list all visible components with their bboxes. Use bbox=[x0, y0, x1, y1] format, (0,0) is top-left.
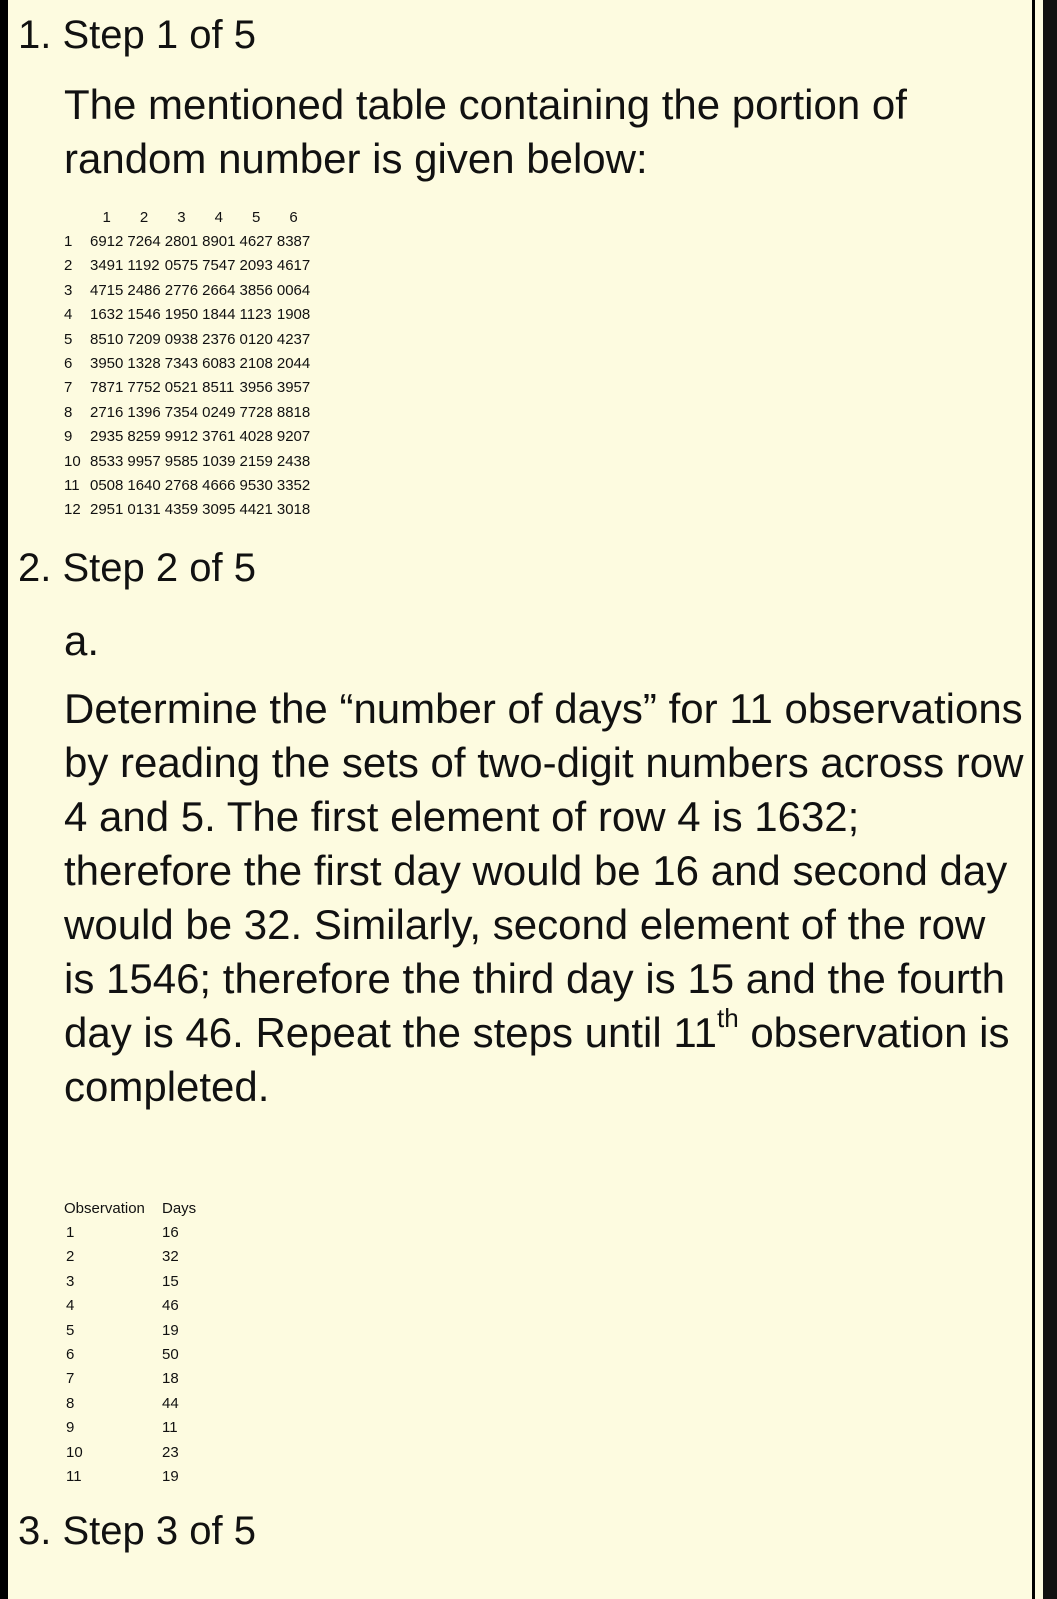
table-cell: 2044 bbox=[276, 355, 311, 373]
table-cell: 3352 bbox=[276, 476, 311, 494]
table-row bbox=[64, 1269, 202, 1293]
step2-superscript: th bbox=[716, 1003, 739, 1033]
table-row bbox=[62, 303, 312, 327]
table-row bbox=[62, 327, 312, 351]
table-cell: 2776 bbox=[164, 281, 199, 299]
table-row bbox=[62, 473, 312, 497]
observation-cell: 7 bbox=[66, 1370, 75, 1388]
table-header-row bbox=[64, 1196, 202, 1220]
observation-cell: 5 bbox=[66, 1321, 75, 1339]
table-cell: 9207 bbox=[276, 428, 311, 446]
table-cell: 3761 bbox=[202, 428, 236, 446]
table-cell: 1844 bbox=[202, 306, 236, 324]
days-cell: 23 bbox=[162, 1443, 179, 1461]
days-cell: 32 bbox=[162, 1248, 179, 1266]
table-cell: 2664 bbox=[202, 281, 236, 299]
table-cell: 1546 bbox=[127, 306, 161, 324]
table-cell: 1123 bbox=[239, 306, 272, 324]
step2-text bbox=[64, 682, 1024, 1114]
days-cell: 44 bbox=[162, 1394, 179, 1412]
table-cell: 9957 bbox=[127, 452, 161, 470]
row-label: 12 bbox=[64, 501, 81, 519]
step2-heading: 2. Step 2 of 5 bbox=[18, 546, 256, 590]
table-cell: 9530 bbox=[239, 476, 273, 494]
table-header-cell: 4 bbox=[214, 208, 223, 226]
days-cell: 19 bbox=[162, 1321, 179, 1339]
table-cell: 0249 bbox=[202, 403, 236, 421]
table-header-cell: 2 bbox=[139, 208, 149, 226]
right-border bbox=[1043, 0, 1057, 1599]
observation-cell: 4 bbox=[66, 1297, 75, 1315]
table-cell: 7752 bbox=[127, 379, 161, 397]
table-row bbox=[64, 1318, 202, 1342]
table-cell: 3856 bbox=[239, 281, 273, 299]
table-cell: 1328 bbox=[127, 355, 161, 373]
table-cell: 1908 bbox=[276, 306, 311, 324]
table-cell: 1640 bbox=[127, 476, 161, 494]
table-header-cell: Days bbox=[162, 1199, 197, 1217]
days-cell: 15 bbox=[162, 1272, 179, 1290]
table-cell: 1632 bbox=[90, 306, 124, 324]
days-cell: 50 bbox=[162, 1346, 179, 1364]
observation-cell: 9 bbox=[66, 1419, 75, 1437]
table-cell: 9585 bbox=[164, 452, 199, 470]
table-cell: 2951 bbox=[90, 501, 124, 519]
table-row bbox=[62, 498, 312, 522]
table-row bbox=[64, 1367, 202, 1391]
days-cell: 46 bbox=[162, 1297, 179, 1315]
table-cell: 2716 bbox=[90, 403, 124, 421]
table-cell: 2438 bbox=[276, 452, 311, 470]
table-cell: 3950 bbox=[90, 355, 124, 373]
observation-cell: 1 bbox=[66, 1224, 75, 1242]
days-cell: 18 bbox=[162, 1370, 179, 1388]
table-row bbox=[62, 376, 312, 400]
table-header-cell bbox=[62, 205, 88, 229]
observation-cell: 10 bbox=[66, 1443, 83, 1461]
table-cell: 6912 bbox=[90, 233, 124, 251]
table-header-cell: 5 bbox=[252, 208, 261, 226]
days-cell: 19 bbox=[162, 1467, 179, 1485]
table-cell: 7728 bbox=[239, 403, 273, 421]
table-cell: 7343 bbox=[164, 355, 199, 373]
step3-heading: 3. Step 3 of 5 bbox=[18, 1509, 256, 1553]
table-cell: 8533 bbox=[90, 452, 124, 470]
table-header-cell: 6 bbox=[289, 208, 298, 226]
observation-cell: 11 bbox=[66, 1467, 82, 1485]
step2-part-label: a. bbox=[64, 617, 100, 664]
table-cell: 2486 bbox=[127, 281, 161, 299]
table-row bbox=[62, 449, 312, 473]
table-header-row bbox=[62, 205, 312, 229]
table-header-cell: Observation bbox=[64, 1199, 145, 1217]
table-cell: 0521 bbox=[164, 379, 199, 397]
row-label: 4 bbox=[64, 306, 73, 324]
table-cell: 2935 bbox=[90, 428, 124, 446]
table-cell: 8511 bbox=[202, 379, 235, 397]
table-cell: 7354 bbox=[164, 403, 199, 421]
row-label: 2 bbox=[64, 257, 73, 275]
table-cell: 1950 bbox=[164, 306, 199, 324]
table-cell: 8387 bbox=[276, 233, 311, 251]
table-cell: 4627 bbox=[239, 233, 273, 251]
table-row bbox=[64, 1220, 202, 1244]
table-cell: 2801 bbox=[164, 233, 199, 251]
table-row bbox=[62, 425, 312, 449]
table-cell: 8901 bbox=[202, 233, 236, 251]
table-cell: 4421 bbox=[239, 501, 273, 519]
row-label: 8 bbox=[64, 403, 73, 421]
row-label: 3 bbox=[64, 281, 73, 299]
table-cell: 1192 bbox=[127, 257, 160, 275]
table-cell: 0120 bbox=[239, 330, 273, 348]
table-row bbox=[64, 1464, 202, 1488]
row-label: 9 bbox=[64, 428, 73, 446]
table-cell: 4359 bbox=[164, 501, 199, 519]
table-row bbox=[62, 254, 312, 278]
step1-text: The mentioned table containing the portion of random number is given below: bbox=[64, 81, 907, 182]
table-cell: 4028 bbox=[239, 428, 273, 446]
table-cell: 4715 bbox=[90, 281, 124, 299]
observation-cell: 6 bbox=[66, 1346, 75, 1364]
table-cell: 0938 bbox=[164, 330, 199, 348]
table-row bbox=[64, 1416, 202, 1440]
table-cell: 7547 bbox=[202, 257, 236, 275]
left-border bbox=[0, 0, 8, 1599]
table-cell: 2376 bbox=[202, 330, 236, 348]
days-cell: 11 bbox=[162, 1419, 178, 1437]
table-cell: 4666 bbox=[202, 476, 236, 494]
table-row bbox=[64, 1294, 202, 1318]
step1-heading: 1. Step 1 of 5 bbox=[18, 13, 256, 57]
table-cell: 2093 bbox=[239, 257, 273, 275]
table-cell: 0131 bbox=[127, 501, 161, 519]
row-label: 6 bbox=[64, 355, 73, 373]
step2-text-end: observation is completed. bbox=[64, 1009, 1010, 1110]
table-row bbox=[64, 1245, 202, 1269]
table-cell: 3095 bbox=[202, 501, 236, 519]
table-cell: 8259 bbox=[127, 428, 161, 446]
table-header-cell: 1 bbox=[102, 208, 111, 226]
days-cell: 16 bbox=[162, 1224, 179, 1242]
random-number-table bbox=[62, 205, 312, 522]
table-cell: 8510 bbox=[90, 330, 124, 348]
row-label: 10 bbox=[64, 452, 81, 470]
table-cell: 3018 bbox=[276, 501, 311, 519]
table-cell: 2768 bbox=[164, 476, 199, 494]
table-cell: 6083 bbox=[202, 355, 236, 373]
row-label: 1 bbox=[64, 233, 73, 251]
table-cell: 7209 bbox=[127, 330, 161, 348]
row-label: 11 bbox=[64, 476, 80, 494]
table-cell: 1039 bbox=[202, 452, 236, 470]
table-cell: 0064 bbox=[276, 281, 311, 299]
table-row bbox=[62, 229, 312, 253]
table-cell: 8818 bbox=[276, 403, 311, 421]
table-cell: 9912 bbox=[164, 428, 199, 446]
row-label: 5 bbox=[64, 330, 73, 348]
table-row bbox=[62, 278, 312, 302]
table-row bbox=[62, 400, 312, 424]
observation-cell: 2 bbox=[66, 1248, 75, 1266]
right-divider bbox=[1032, 0, 1035, 1599]
table-cell: 2108 bbox=[239, 355, 273, 373]
row-label: 7 bbox=[64, 379, 73, 397]
table-row bbox=[62, 351, 312, 375]
table-cell: 4237 bbox=[276, 330, 311, 348]
table-row bbox=[64, 1391, 202, 1415]
observation-days-table bbox=[64, 1196, 202, 1489]
table-cell: 0575 bbox=[164, 257, 199, 275]
table-row bbox=[64, 1342, 202, 1366]
table-cell: 3957 bbox=[276, 379, 311, 397]
table-cell: 4617 bbox=[276, 257, 311, 275]
table-cell: 1396 bbox=[127, 403, 161, 421]
table-cell: 0508 bbox=[90, 476, 124, 494]
table-cell: 3956 bbox=[239, 379, 273, 397]
table-cell: 7264 bbox=[127, 233, 161, 251]
table-cell: 2159 bbox=[239, 452, 273, 470]
table-cell: 7871 bbox=[90, 379, 124, 397]
table-row bbox=[64, 1440, 202, 1464]
step2-text-main: Determine the “number of days” for 11 observations by reading the sets of two-digit numbers across row 4 and 5. The first element of row 4 is 1632; therefore the first day would be 16 and second day would be 32. Similarly, second element of the row is 1546; therefore the third day is 15 and the fourth day is 46. Repeat the steps until 11 bbox=[64, 685, 1024, 1056]
observation-cell: 3 bbox=[66, 1272, 75, 1290]
table-header-cell: 3 bbox=[177, 208, 186, 226]
table-cell: 3491 bbox=[90, 257, 124, 275]
observation-cell: 8 bbox=[66, 1394, 75, 1412]
